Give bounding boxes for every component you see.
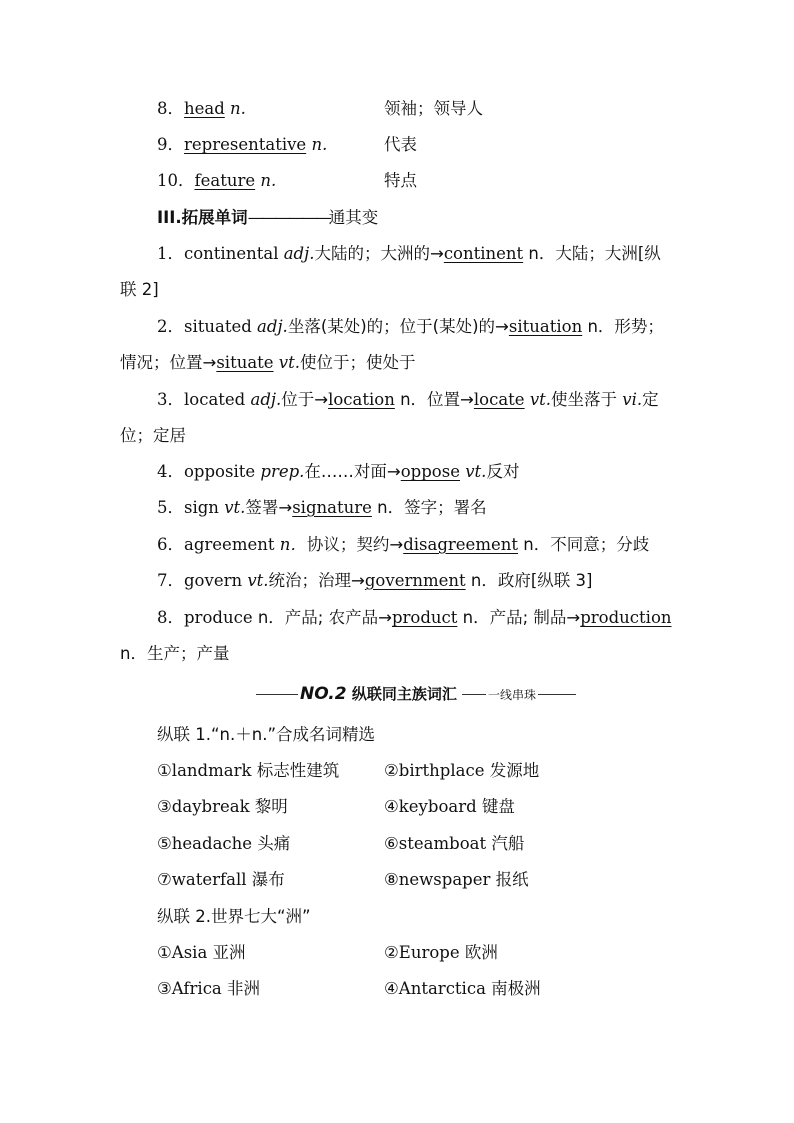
ext-item-govern bbox=[157, 570, 592, 592]
item-number: 8． bbox=[157, 608, 184, 627]
meaning: 情况；位置→ bbox=[120, 353, 217, 372]
word: continental bbox=[184, 244, 284, 263]
ext-item-produce bbox=[157, 607, 672, 629]
banner-rule-left bbox=[256, 694, 298, 695]
part-of-speech: prep. bbox=[260, 462, 305, 481]
section-suffix: 通其变 bbox=[328, 208, 379, 227]
answer-word: government bbox=[364, 571, 466, 590]
part-of-speech: vt. bbox=[459, 462, 487, 481]
banner-subtitle: 一线串珠 bbox=[488, 688, 537, 702]
part-of-speech: vt. bbox=[247, 571, 269, 590]
vocab-meaning: 代表 bbox=[384, 135, 417, 154]
meaning: 产品; 农产品→ bbox=[284, 608, 392, 627]
answer-word: product bbox=[391, 608, 458, 627]
item-number: 5． bbox=[157, 498, 184, 517]
banner-rule-right bbox=[538, 694, 576, 695]
heading-rule: —————— bbox=[247, 208, 329, 227]
compound-noun-item: ④keyboard 键盘 bbox=[384, 797, 515, 816]
meaning: n．大陆；大洲[纵 bbox=[523, 244, 661, 263]
meaning: 使坐落于 bbox=[551, 390, 623, 409]
item-number: 9． bbox=[157, 135, 184, 154]
vocab-word: representative bbox=[184, 135, 307, 154]
meaning: n．不同意；分歧 bbox=[518, 535, 650, 554]
part-of-speech: n. bbox=[311, 135, 328, 154]
banner-number: NO.2 bbox=[300, 684, 347, 704]
meaning: n．产品; 制品→ bbox=[457, 608, 581, 627]
ext-item-sign bbox=[157, 497, 487, 519]
part-of-speech: n． bbox=[257, 608, 285, 627]
meaning: 反对 bbox=[486, 462, 520, 481]
zonglian-1-title: 纵联 1.“n.＋n.”合成名词精选 bbox=[157, 725, 375, 744]
item-number: 1． bbox=[157, 244, 184, 263]
meaning: 大陆的；大洲的→ bbox=[314, 244, 444, 263]
vocab-word: feature bbox=[194, 171, 256, 190]
banner-title: 纵联同主族词汇 bbox=[351, 685, 457, 703]
answer-word: disagreement bbox=[403, 535, 518, 554]
meaning: 协议；契约→ bbox=[306, 535, 404, 554]
ext-item-located bbox=[157, 389, 659, 411]
meaning: 统治；治理→ bbox=[268, 571, 365, 590]
vocab-meaning: 特点 bbox=[384, 171, 417, 190]
section-title: III.拓展单词 bbox=[157, 208, 248, 227]
meaning: 在……对面→ bbox=[304, 462, 401, 481]
word: agreement bbox=[184, 535, 280, 554]
word: sign bbox=[184, 498, 225, 517]
item-number: 7． bbox=[157, 571, 184, 590]
part-of-speech: adj. bbox=[257, 317, 288, 336]
ext-item-continuation bbox=[120, 352, 416, 374]
compound-noun-item: ②birthplace 发源地 bbox=[384, 761, 540, 780]
zonglian-2-title: 纵联 2.世界七大“洲” bbox=[157, 907, 311, 926]
part-of-speech: adj. bbox=[250, 390, 282, 409]
meaning: 位于→ bbox=[281, 390, 329, 409]
meaning: n．形势； bbox=[582, 317, 664, 336]
compound-noun-item: ⑤headache 头痛 bbox=[157, 834, 291, 853]
compound-noun-item: ⑦waterfall 瀑布 bbox=[157, 870, 285, 889]
part-of-speech: n. bbox=[260, 171, 277, 190]
answer-word: locate bbox=[473, 390, 525, 409]
answer-word: situate bbox=[216, 353, 274, 372]
word: located bbox=[184, 390, 251, 409]
part-of-speech: n. bbox=[230, 99, 246, 118]
item-number: 6． bbox=[157, 535, 184, 554]
vocab-meaning: 领袖；领导人 bbox=[384, 99, 483, 118]
banner-subtitle-wrap bbox=[488, 682, 536, 707]
answer-word: signature bbox=[292, 498, 372, 517]
banner-text bbox=[300, 682, 457, 706]
ext-item-situated bbox=[157, 316, 664, 338]
item-number: 3． bbox=[157, 390, 184, 409]
ext-item-agreement bbox=[157, 534, 649, 556]
meaning: 定 bbox=[642, 390, 659, 409]
word: opposite bbox=[184, 462, 261, 481]
item-number: 4． bbox=[157, 462, 184, 481]
part-of-speech: n． bbox=[279, 535, 307, 554]
word: produce bbox=[184, 608, 258, 627]
banner-rule-mid bbox=[462, 694, 486, 695]
meaning: 使位于；使处于 bbox=[300, 353, 416, 372]
answer-word: location bbox=[328, 390, 395, 409]
meaning: n．政府[纵联 3] bbox=[465, 571, 593, 590]
compound-noun-item: ③daybreak 黎明 bbox=[157, 797, 288, 816]
part-of-speech: adj. bbox=[283, 244, 315, 263]
meaning: n．位置→ bbox=[394, 390, 474, 409]
word: situated bbox=[184, 317, 258, 336]
answer-word: production bbox=[580, 608, 672, 627]
continent-item: ②Europe 欧洲 bbox=[384, 943, 498, 962]
vocab-item-feature bbox=[157, 170, 276, 192]
word: govern bbox=[184, 571, 248, 590]
ext-item-continental bbox=[157, 243, 661, 265]
part-of-speech: vt. bbox=[524, 390, 552, 409]
meaning: n．签字；署名 bbox=[371, 498, 487, 517]
part-of-speech: vt. bbox=[273, 353, 301, 372]
item-number: 2． bbox=[157, 317, 184, 336]
vocab-item-head bbox=[157, 98, 246, 120]
continent-item: ④Antarctica 南极洲 bbox=[384, 979, 541, 998]
compound-noun-item: ①landmark 标志性建筑 bbox=[157, 761, 340, 780]
answer-word: continent bbox=[443, 244, 524, 263]
compound-noun-item: ⑧newspaper 报纸 bbox=[384, 870, 529, 889]
answer-word: oppose bbox=[400, 462, 460, 481]
continent-item: ③Africa 非洲 bbox=[157, 979, 261, 998]
item-number: 8． bbox=[157, 99, 184, 118]
ext-item-continuation: 联 2] bbox=[120, 280, 159, 299]
meaning: 签署→ bbox=[245, 498, 293, 517]
ext-item-continuation: n．生产；产量 bbox=[120, 644, 230, 663]
part-of-speech: vi. bbox=[622, 390, 643, 409]
ext-item-continuation: 位；定居 bbox=[120, 426, 186, 445]
compound-noun-item: ⑥steamboat 汽船 bbox=[384, 834, 525, 853]
continent-item: ①Asia 亚洲 bbox=[157, 943, 246, 962]
ext-item-opposite bbox=[157, 461, 519, 483]
vocab-item-representative bbox=[157, 134, 327, 156]
vocab-word: head bbox=[184, 99, 225, 118]
section-heading bbox=[157, 207, 378, 229]
answer-word: situation bbox=[508, 317, 583, 336]
item-number: 10． bbox=[157, 171, 195, 190]
part-of-speech: vt. bbox=[224, 498, 246, 517]
section-banner bbox=[256, 682, 576, 706]
meaning: 坐落(某处)的；位于(某处)的→ bbox=[287, 317, 509, 336]
